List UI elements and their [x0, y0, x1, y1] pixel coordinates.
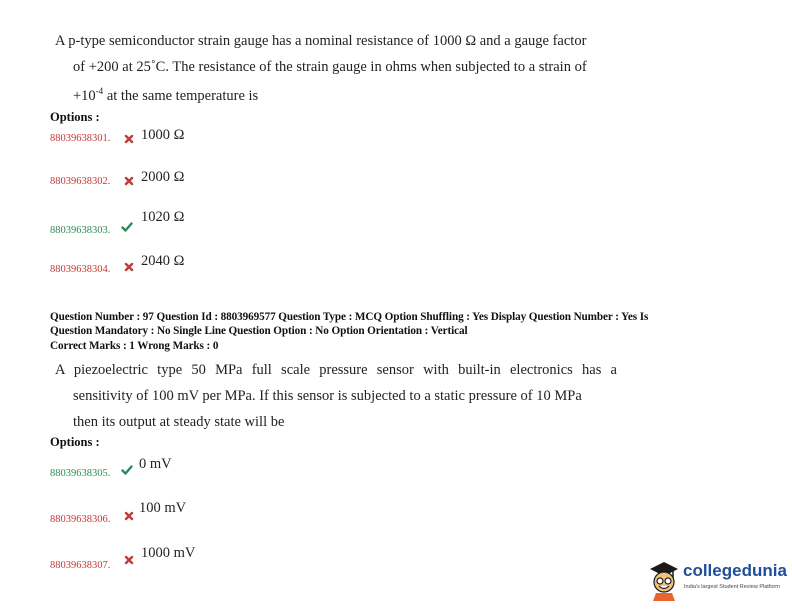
question-97-meta-line-2: Question Mandatory : No Single Line Question Option : No Option Orientation : Vertical: [50, 325, 468, 337]
question-96-line-3: [73, 86, 258, 105]
option-text: 1000 mV: [141, 545, 196, 561]
option-text: 0 mV: [139, 456, 172, 472]
option-row[interactable]: [50, 171, 110, 189]
cross-icon: [124, 508, 136, 520]
option-id: 88039638301.: [50, 133, 111, 144]
option-row[interactable]: [50, 128, 110, 146]
options-label: Options :: [50, 435, 100, 449]
option-id: 88039638305.: [50, 468, 111, 479]
question-97-line-3: then its output at steady state will be: [73, 414, 285, 430]
option-row[interactable]: [50, 463, 110, 481]
option-row[interactable]: [50, 259, 110, 277]
option-text: 1020 Ω: [141, 209, 185, 225]
option-row[interactable]: [50, 509, 110, 527]
cross-icon: [124, 552, 136, 564]
check-icon: [121, 463, 133, 475]
question-97-line-1: A piezoelectric type 50 MPa full scale pressure sensor with built-in electronics has a: [55, 362, 617, 378]
cross-icon: [124, 131, 136, 143]
option-id: 88039638302.: [50, 176, 111, 187]
check-icon: [121, 220, 133, 232]
option-text: 100 mV: [139, 500, 187, 516]
option-id: 88039638304.: [50, 264, 111, 275]
strain-base: +10: [73, 87, 96, 104]
collegedunia-logo[interactable]: [647, 553, 787, 603]
logo-wordmark: collegedunia: [683, 561, 787, 580]
option-text: 2000 Ω: [141, 169, 185, 185]
question-96-line-2: of +200 at 25˚C. The resistance of the strain gauge in ohms when subjected to a strain of: [73, 59, 587, 75]
question-97-meta-line-1: Question Number : 97 Question Id : 8803969577 Question Type : MCQ Option Shuffling : Yes Display Question Number : Yes Is: [50, 311, 649, 323]
option-text: 2040 Ω: [141, 253, 185, 269]
cross-icon: [124, 173, 136, 185]
option-text: 1000 Ω: [141, 127, 185, 143]
strain-exponent: -4: [95, 86, 104, 96]
cross-icon: [124, 259, 136, 271]
option-id: 88039638303.: [50, 225, 111, 236]
logo-tagline: India's largest Student Review Platform: [684, 584, 780, 590]
question-96-line-3-rest: at the same temperature is: [103, 87, 259, 104]
option-row[interactable]: [50, 220, 110, 238]
question-96-line-1: A p-type semiconductor strain gauge has a nominal resistance of 1000 Ω and a gauge factor: [55, 33, 587, 49]
question-97-meta-line-3: Correct Marks : 1 Wrong Marks : 0: [50, 340, 219, 352]
mascot-icon: [647, 555, 681, 601]
option-id: 88039638307.: [50, 560, 111, 571]
options-label: Options :: [50, 110, 100, 124]
question-97-line-2: sensitivity of 100 mV per MPa. If this sensor is subjected to a static pressure of 10 MPa: [73, 388, 582, 404]
option-id: 88039638306.: [50, 514, 111, 525]
option-row[interactable]: [50, 555, 110, 573]
